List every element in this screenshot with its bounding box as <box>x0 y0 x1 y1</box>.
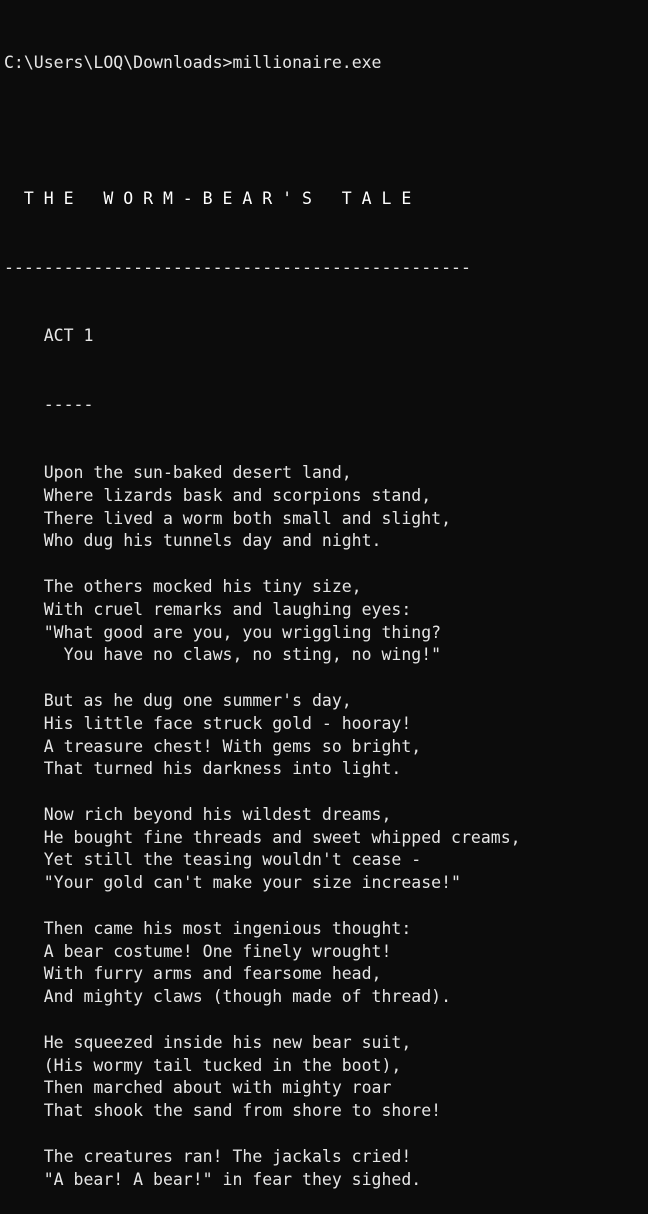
command-prompt-line <box>4 52 648 75</box>
poem-line: "A bear! A bear!" in fear they sighed. <box>4 1169 422 1189</box>
poem-line: A treasure chest! With gems so bright, <box>4 736 422 756</box>
poem-body <box>4 462 648 1192</box>
spacer-line <box>4 120 648 143</box>
poem-line: Now rich beyond his wildest dreams, <box>4 804 392 824</box>
poem-line: Where lizards bask and scorpions stand, <box>4 485 432 505</box>
spacer-line <box>4 667 648 690</box>
poem-line: The others mocked his tiny size, <box>4 576 362 596</box>
poem-line: "What good are you, you wriggling thing? <box>4 622 442 642</box>
spacer-line <box>4 1009 648 1032</box>
poem-line: The creatures ran! The jackals cried! <box>4 1146 412 1166</box>
poem-line: You have no claws, no sting, no wing!" <box>4 645 442 665</box>
spacer-line <box>4 1123 648 1146</box>
poem-line: That shook the sand from shore to shore! <box>4 1101 442 1121</box>
poem-line: He bought fine threads and sweet whipped creams, <box>4 827 521 847</box>
poem-line: With cruel remarks and laughing eyes: <box>4 599 412 619</box>
title-divider: ----------------------------------------------- <box>4 257 471 277</box>
poem-line: But as he dug one summer's day, <box>4 690 352 710</box>
poem-line: That turned his darkness into light. <box>4 759 402 779</box>
poem-line: (His wormy tail tucked in the boot), <box>4 1055 402 1075</box>
prompt-path: C:\Users\LOQ\Downloads> <box>4 52 233 72</box>
poem-line: A bear costume! One finely wrought! <box>4 941 392 961</box>
poem-line: There lived a worm both small and slight, <box>4 508 452 528</box>
poem-line: And mighty claws (though made of thread). <box>4 987 452 1007</box>
poem-line: Who dug his tunnels day and night. <box>4 531 382 551</box>
poem-line: Yet still the teasing wouldn't cease - <box>4 850 422 870</box>
poem-line: He squeezed inside his new bear suit, <box>4 1032 412 1052</box>
poem-line: With furry arms and fearsome head, <box>4 964 382 984</box>
spacer-line <box>4 895 648 918</box>
spacer-line <box>4 553 648 576</box>
poem-title: T H E W O R M - B E A R ' S T A L E <box>4 189 412 209</box>
act-label: ACT 1 <box>4 326 94 346</box>
poem-line: Then marched about with mighty roar <box>4 1078 392 1098</box>
poem-line: Then came his most ingenious thought: <box>4 918 412 938</box>
poem-line: Upon the sun-baked desert land, <box>4 462 352 482</box>
spacer-line <box>4 781 648 804</box>
poem-line: His little face struck gold - hooray! <box>4 713 412 733</box>
poem-line: "Your gold can't make your size increase!" <box>4 873 461 893</box>
command-text: millionaire.exe <box>232 52 382 72</box>
act-underline: ----- <box>4 394 94 414</box>
